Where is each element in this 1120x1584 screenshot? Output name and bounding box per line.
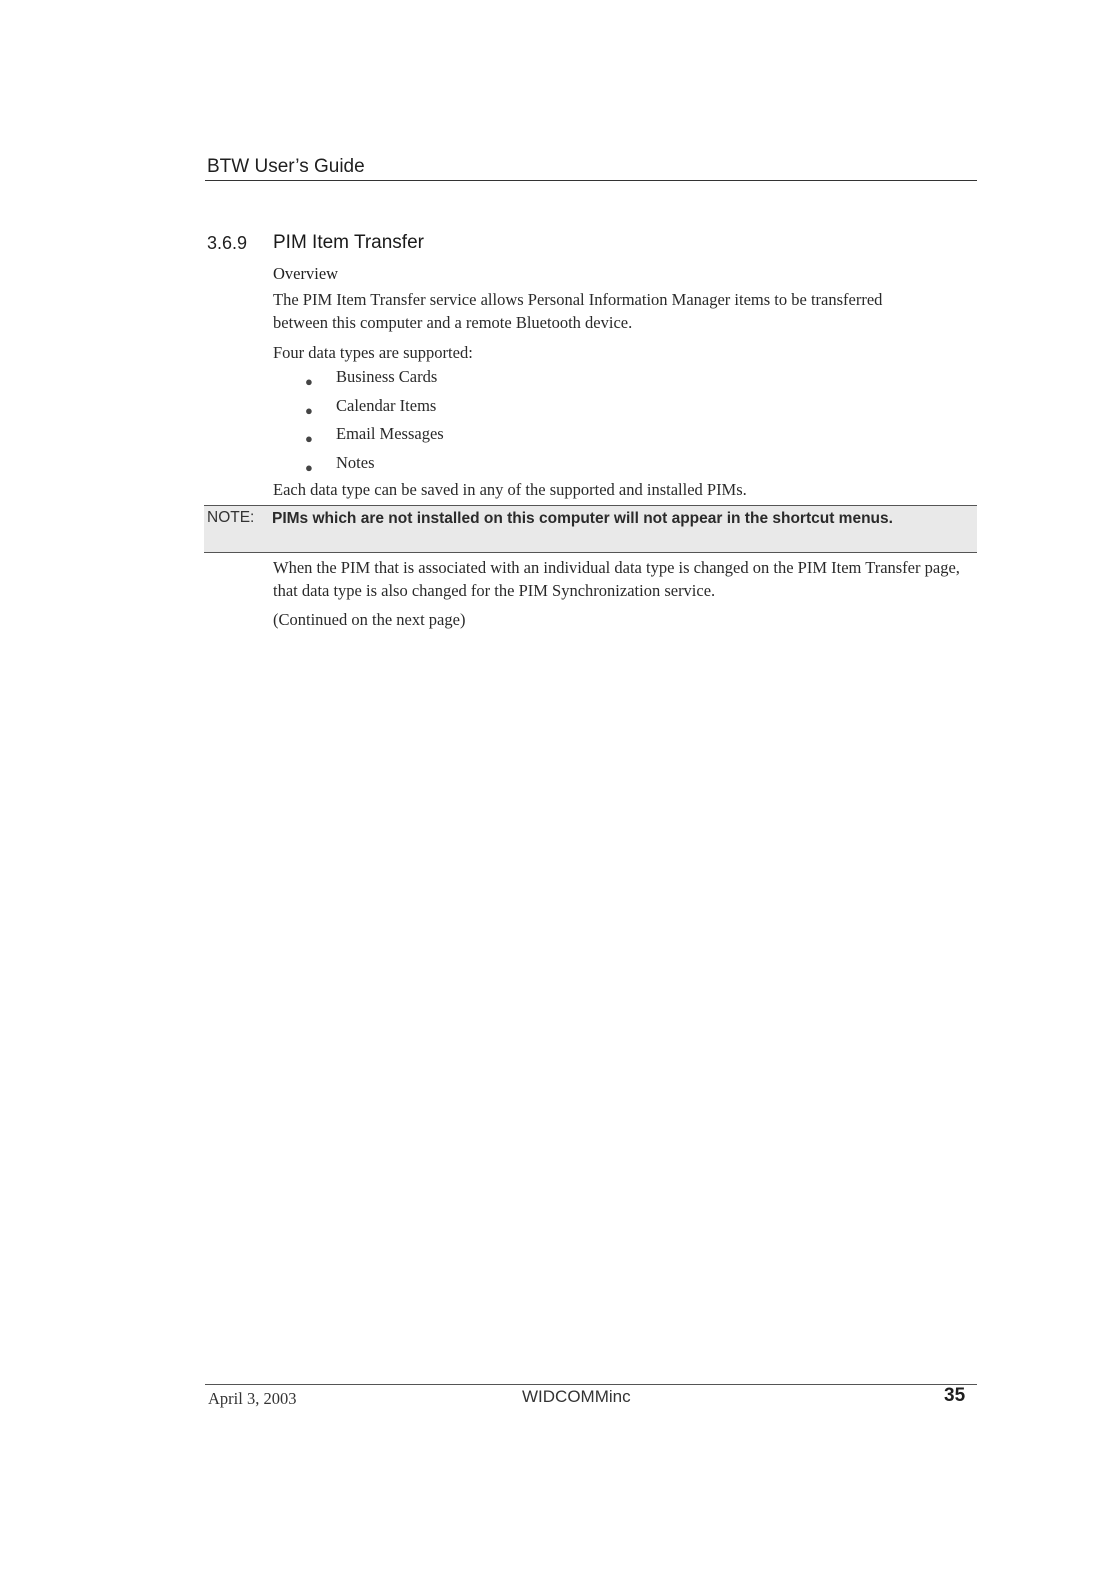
list-item-text: Business Cards bbox=[336, 367, 438, 386]
list-item-text: Email Messages bbox=[336, 424, 444, 444]
section-number: 3.6.9 bbox=[207, 233, 248, 253]
overview-subheading: Overview bbox=[273, 264, 339, 283]
note-text: PIMs which are not installed on this computer will not appear in the shortcut menus. bbox=[272, 510, 893, 527]
header-rule bbox=[205, 180, 977, 181]
page-number: 35 bbox=[944, 1385, 966, 1406]
running-header-title: BTW User’s Guide bbox=[207, 156, 365, 177]
save-paragraph: Each data type can be saved in any of the supported and installed PIMs. bbox=[273, 480, 747, 499]
bullet-icon: ● bbox=[305, 402, 313, 418]
bullet-icon: ● bbox=[305, 460, 313, 476]
footer-date: April 3, 2003 bbox=[208, 1389, 297, 1408]
note-box bbox=[204, 505, 977, 553]
footer-company: WIDCOMMinc bbox=[522, 1387, 631, 1406]
continued-note: (Continued on the next page) bbox=[273, 610, 466, 629]
intro-paragraph: The PIM Item Transfer service allows Personal Information Manager items to be transferred between this computer and a remote Bluetooth device. bbox=[273, 290, 883, 332]
list-item-text: Notes bbox=[336, 453, 375, 473]
data-types-intro: Four data types are supported: bbox=[273, 343, 473, 362]
list-item-text: Calendar Items bbox=[336, 395, 437, 415]
footer-rule bbox=[205, 1384, 977, 1385]
section-title: PIM Item Transfer bbox=[273, 232, 424, 253]
bullet-icon: ● bbox=[305, 374, 313, 389]
note-label: NOTE: bbox=[207, 509, 255, 526]
bullet-icon: ● bbox=[305, 431, 313, 447]
association-paragraph: When the PIM that is associated with an individual data type is changed on the PIM Item Transfer page, that data type is also changed for the PIM Synchronization service. bbox=[273, 558, 960, 600]
